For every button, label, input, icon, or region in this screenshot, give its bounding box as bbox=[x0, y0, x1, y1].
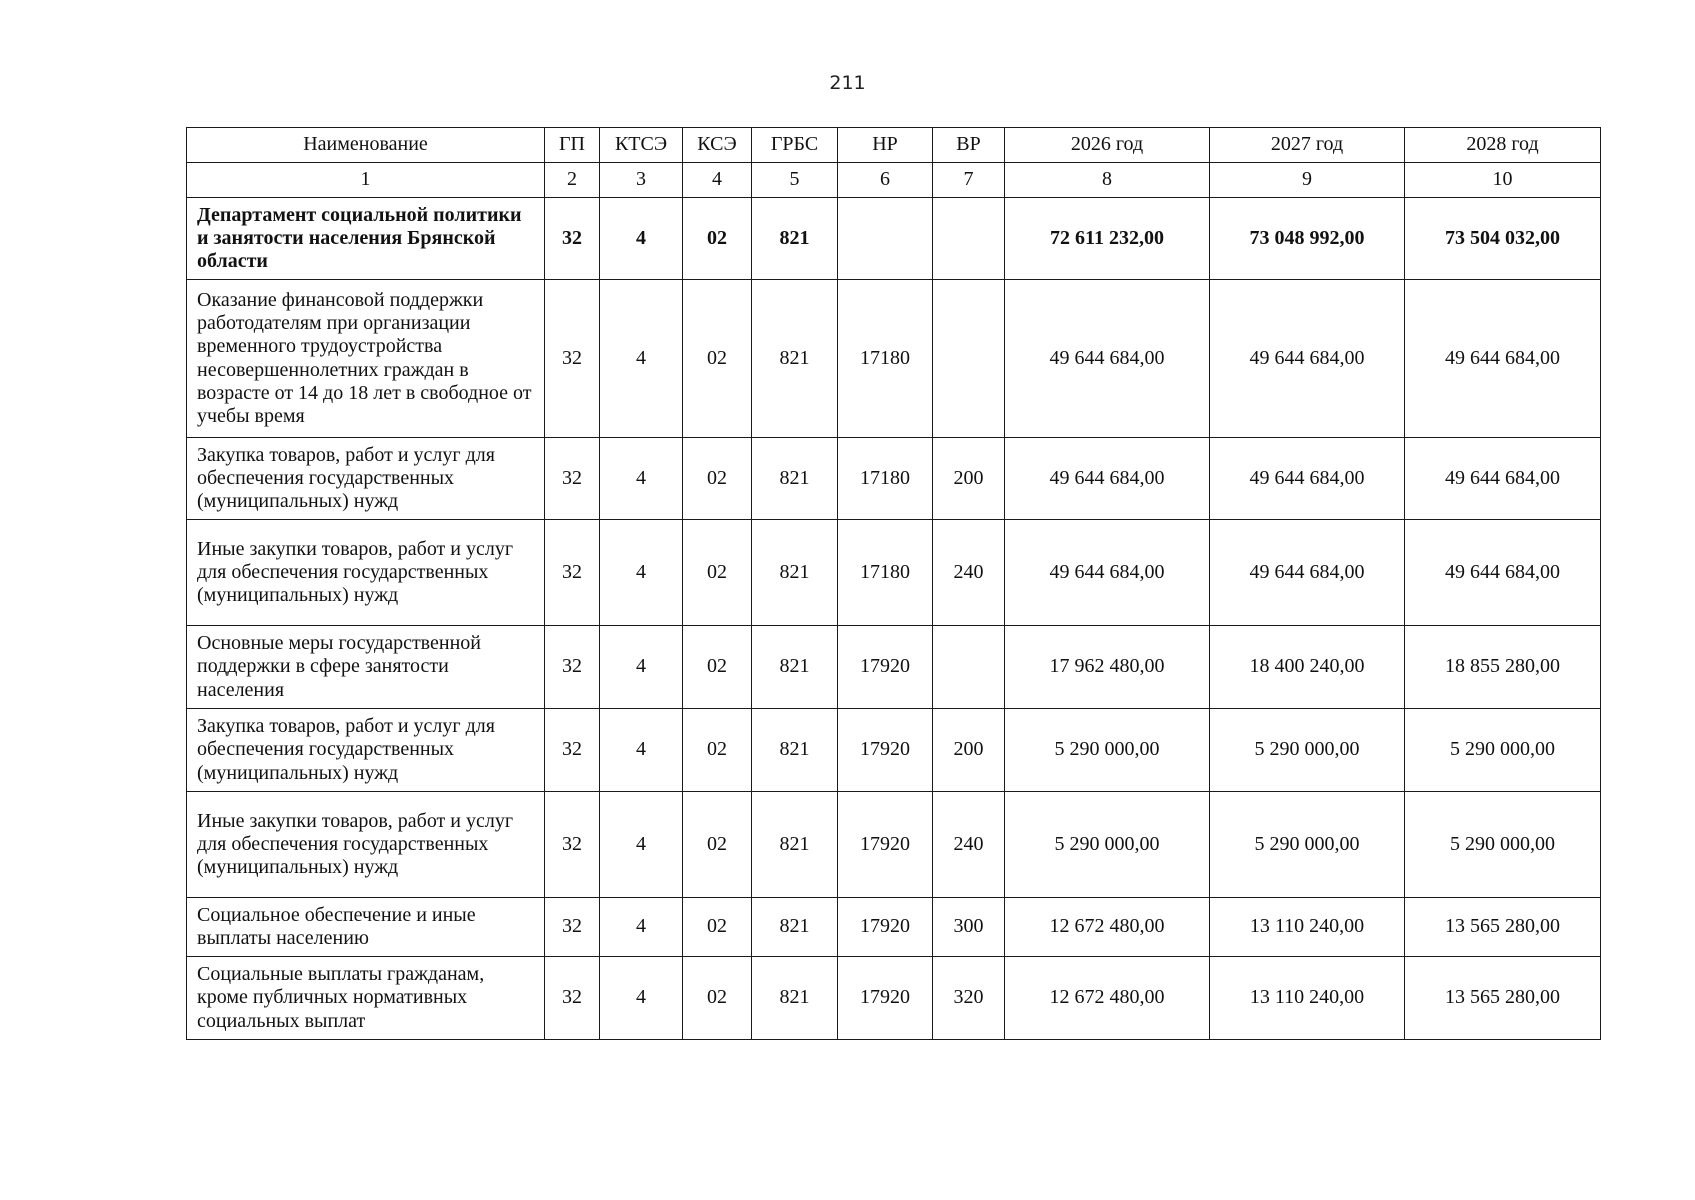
column-number: 10 bbox=[1405, 163, 1601, 198]
cell-ktse: 4 bbox=[600, 438, 683, 520]
cell-nr: 17180 bbox=[838, 520, 933, 626]
row-name: Иные закупки товаров, работ и услуг для обеспечения государственных (муниципальных) нужд bbox=[187, 520, 545, 626]
cell-kse: 02 bbox=[683, 792, 752, 898]
cell-vr: 240 bbox=[933, 792, 1005, 898]
cell-2028: 18 855 280,00 bbox=[1405, 626, 1601, 709]
cell-2026: 72 611 232,00 bbox=[1005, 198, 1210, 280]
column-number: 5 bbox=[752, 163, 838, 198]
table-row bbox=[187, 520, 1601, 626]
cell-ktse: 4 bbox=[600, 709, 683, 792]
cell-ktse: 4 bbox=[600, 520, 683, 626]
table-row bbox=[187, 792, 1601, 898]
row-name: Социальное обеспечение и иные выплаты населению bbox=[187, 898, 545, 957]
cell-grbs: 821 bbox=[752, 280, 838, 438]
cell-vr: 320 bbox=[933, 957, 1005, 1040]
cell-kse: 02 bbox=[683, 957, 752, 1040]
table-row bbox=[187, 957, 1601, 1040]
cell-2028: 73 504 032,00 bbox=[1405, 198, 1601, 280]
header-row bbox=[187, 128, 1601, 163]
header-name: Наименование bbox=[187, 128, 545, 163]
cell-vr: 200 bbox=[933, 709, 1005, 792]
row-name: Социальные выплаты гражданам, кроме публичных нормативных социальных выплат bbox=[187, 957, 545, 1040]
table-row bbox=[187, 280, 1601, 438]
cell-kse: 02 bbox=[683, 898, 752, 957]
cell-nr: 17180 bbox=[838, 438, 933, 520]
cell-2026: 49 644 684,00 bbox=[1005, 438, 1210, 520]
cell-2026: 12 672 480,00 bbox=[1005, 957, 1210, 1040]
header-2028: 2028 год bbox=[1405, 128, 1601, 163]
cell-gp: 32 bbox=[545, 520, 600, 626]
budget-table bbox=[186, 127, 1601, 1040]
cell-ktse: 4 bbox=[600, 792, 683, 898]
column-number: 1 bbox=[187, 163, 545, 198]
cell-ktse: 4 bbox=[600, 280, 683, 438]
cell-gp: 32 bbox=[545, 898, 600, 957]
cell-2027: 5 290 000,00 bbox=[1210, 792, 1405, 898]
table-row bbox=[187, 198, 1601, 280]
cell-nr: 17920 bbox=[838, 709, 933, 792]
cell-nr: 17920 bbox=[838, 957, 933, 1040]
row-name: Департамент социальной политики и занятости населения Брянской области bbox=[187, 198, 545, 280]
cell-vr bbox=[933, 280, 1005, 438]
cell-nr: 17180 bbox=[838, 280, 933, 438]
row-name: Закупка товаров, работ и услуг для обеспечения государственных (муниципальных) нужд bbox=[187, 438, 545, 520]
cell-kse: 02 bbox=[683, 520, 752, 626]
cell-ktse: 4 bbox=[600, 626, 683, 709]
cell-2026: 12 672 480,00 bbox=[1005, 898, 1210, 957]
cell-grbs: 821 bbox=[752, 438, 838, 520]
cell-2028: 13 565 280,00 bbox=[1405, 957, 1601, 1040]
cell-ktse: 4 bbox=[600, 198, 683, 280]
cell-gp: 32 bbox=[545, 438, 600, 520]
cell-2026: 49 644 684,00 bbox=[1005, 520, 1210, 626]
cell-vr bbox=[933, 626, 1005, 709]
cell-2028: 49 644 684,00 bbox=[1405, 438, 1601, 520]
column-number: 7 bbox=[933, 163, 1005, 198]
cell-2027: 5 290 000,00 bbox=[1210, 709, 1405, 792]
header-kse: КСЭ bbox=[683, 128, 752, 163]
table-row bbox=[187, 438, 1601, 520]
header-2026: 2026 год bbox=[1005, 128, 1210, 163]
cell-2026: 49 644 684,00 bbox=[1005, 280, 1210, 438]
cell-gp: 32 bbox=[545, 709, 600, 792]
cell-2026: 5 290 000,00 bbox=[1005, 709, 1210, 792]
header-grbs: ГРБС bbox=[752, 128, 838, 163]
cell-gp: 32 bbox=[545, 957, 600, 1040]
header-gp: ГП bbox=[545, 128, 600, 163]
cell-vr: 300 bbox=[933, 898, 1005, 957]
cell-grbs: 821 bbox=[752, 520, 838, 626]
column-number: 2 bbox=[545, 163, 600, 198]
cell-2027: 49 644 684,00 bbox=[1210, 280, 1405, 438]
cell-vr bbox=[933, 198, 1005, 280]
column-number: 8 bbox=[1005, 163, 1210, 198]
cell-nr: 17920 bbox=[838, 898, 933, 957]
cell-grbs: 821 bbox=[752, 792, 838, 898]
cell-2027: 13 110 240,00 bbox=[1210, 957, 1405, 1040]
cell-2028: 49 644 684,00 bbox=[1405, 280, 1601, 438]
cell-gp: 32 bbox=[545, 792, 600, 898]
header-vr: ВР bbox=[933, 128, 1005, 163]
row-name: Оказание финансовой поддержки работодателям при организации временного трудоустройства несовершеннолетних граждан в возрасте от 14 до 18 лет в свободное от учебы время bbox=[187, 280, 545, 438]
cell-grbs: 821 bbox=[752, 198, 838, 280]
cell-kse: 02 bbox=[683, 198, 752, 280]
header-ktse: КТСЭ bbox=[600, 128, 683, 163]
table-row bbox=[187, 709, 1601, 792]
cell-ktse: 4 bbox=[600, 957, 683, 1040]
cell-kse: 02 bbox=[683, 626, 752, 709]
row-name: Основные меры государственной поддержки в сфере занятости населения bbox=[187, 626, 545, 709]
cell-2028: 13 565 280,00 bbox=[1405, 898, 1601, 957]
cell-nr: 17920 bbox=[838, 626, 933, 709]
cell-2026: 5 290 000,00 bbox=[1005, 792, 1210, 898]
row-name: Иные закупки товаров, работ и услуг для обеспечения государственных (муниципальных) нужд bbox=[187, 792, 545, 898]
column-number: 4 bbox=[683, 163, 752, 198]
cell-2027: 49 644 684,00 bbox=[1210, 438, 1405, 520]
cell-gp: 32 bbox=[545, 280, 600, 438]
column-number-row bbox=[187, 163, 1601, 198]
table-row bbox=[187, 898, 1601, 957]
column-number: 3 bbox=[600, 163, 683, 198]
cell-kse: 02 bbox=[683, 709, 752, 792]
cell-2027: 13 110 240,00 bbox=[1210, 898, 1405, 957]
cell-kse: 02 bbox=[683, 280, 752, 438]
cell-grbs: 821 bbox=[752, 709, 838, 792]
cell-gp: 32 bbox=[545, 626, 600, 709]
page-number: 211 bbox=[829, 72, 866, 94]
cell-grbs: 821 bbox=[752, 898, 838, 957]
cell-2026: 17 962 480,00 bbox=[1005, 626, 1210, 709]
cell-2028: 5 290 000,00 bbox=[1405, 792, 1601, 898]
cell-gp: 32 bbox=[545, 198, 600, 280]
cell-2027: 49 644 684,00 bbox=[1210, 520, 1405, 626]
cell-grbs: 821 bbox=[752, 957, 838, 1040]
column-number: 6 bbox=[838, 163, 933, 198]
cell-vr: 240 bbox=[933, 520, 1005, 626]
cell-2027: 73 048 992,00 bbox=[1210, 198, 1405, 280]
cell-kse: 02 bbox=[683, 438, 752, 520]
row-name: Закупка товаров, работ и услуг для обеспечения государственных (муниципальных) нужд bbox=[187, 709, 545, 792]
cell-2028: 5 290 000,00 bbox=[1405, 709, 1601, 792]
cell-vr: 200 bbox=[933, 438, 1005, 520]
cell-nr: 17920 bbox=[838, 792, 933, 898]
header-nr: НР bbox=[838, 128, 933, 163]
cell-2027: 18 400 240,00 bbox=[1210, 626, 1405, 709]
header-2027: 2027 год bbox=[1210, 128, 1405, 163]
cell-nr bbox=[838, 198, 933, 280]
table-row bbox=[187, 626, 1601, 709]
cell-ktse: 4 bbox=[600, 898, 683, 957]
column-number: 9 bbox=[1210, 163, 1405, 198]
cell-2028: 49 644 684,00 bbox=[1405, 520, 1601, 626]
cell-grbs: 821 bbox=[752, 626, 838, 709]
